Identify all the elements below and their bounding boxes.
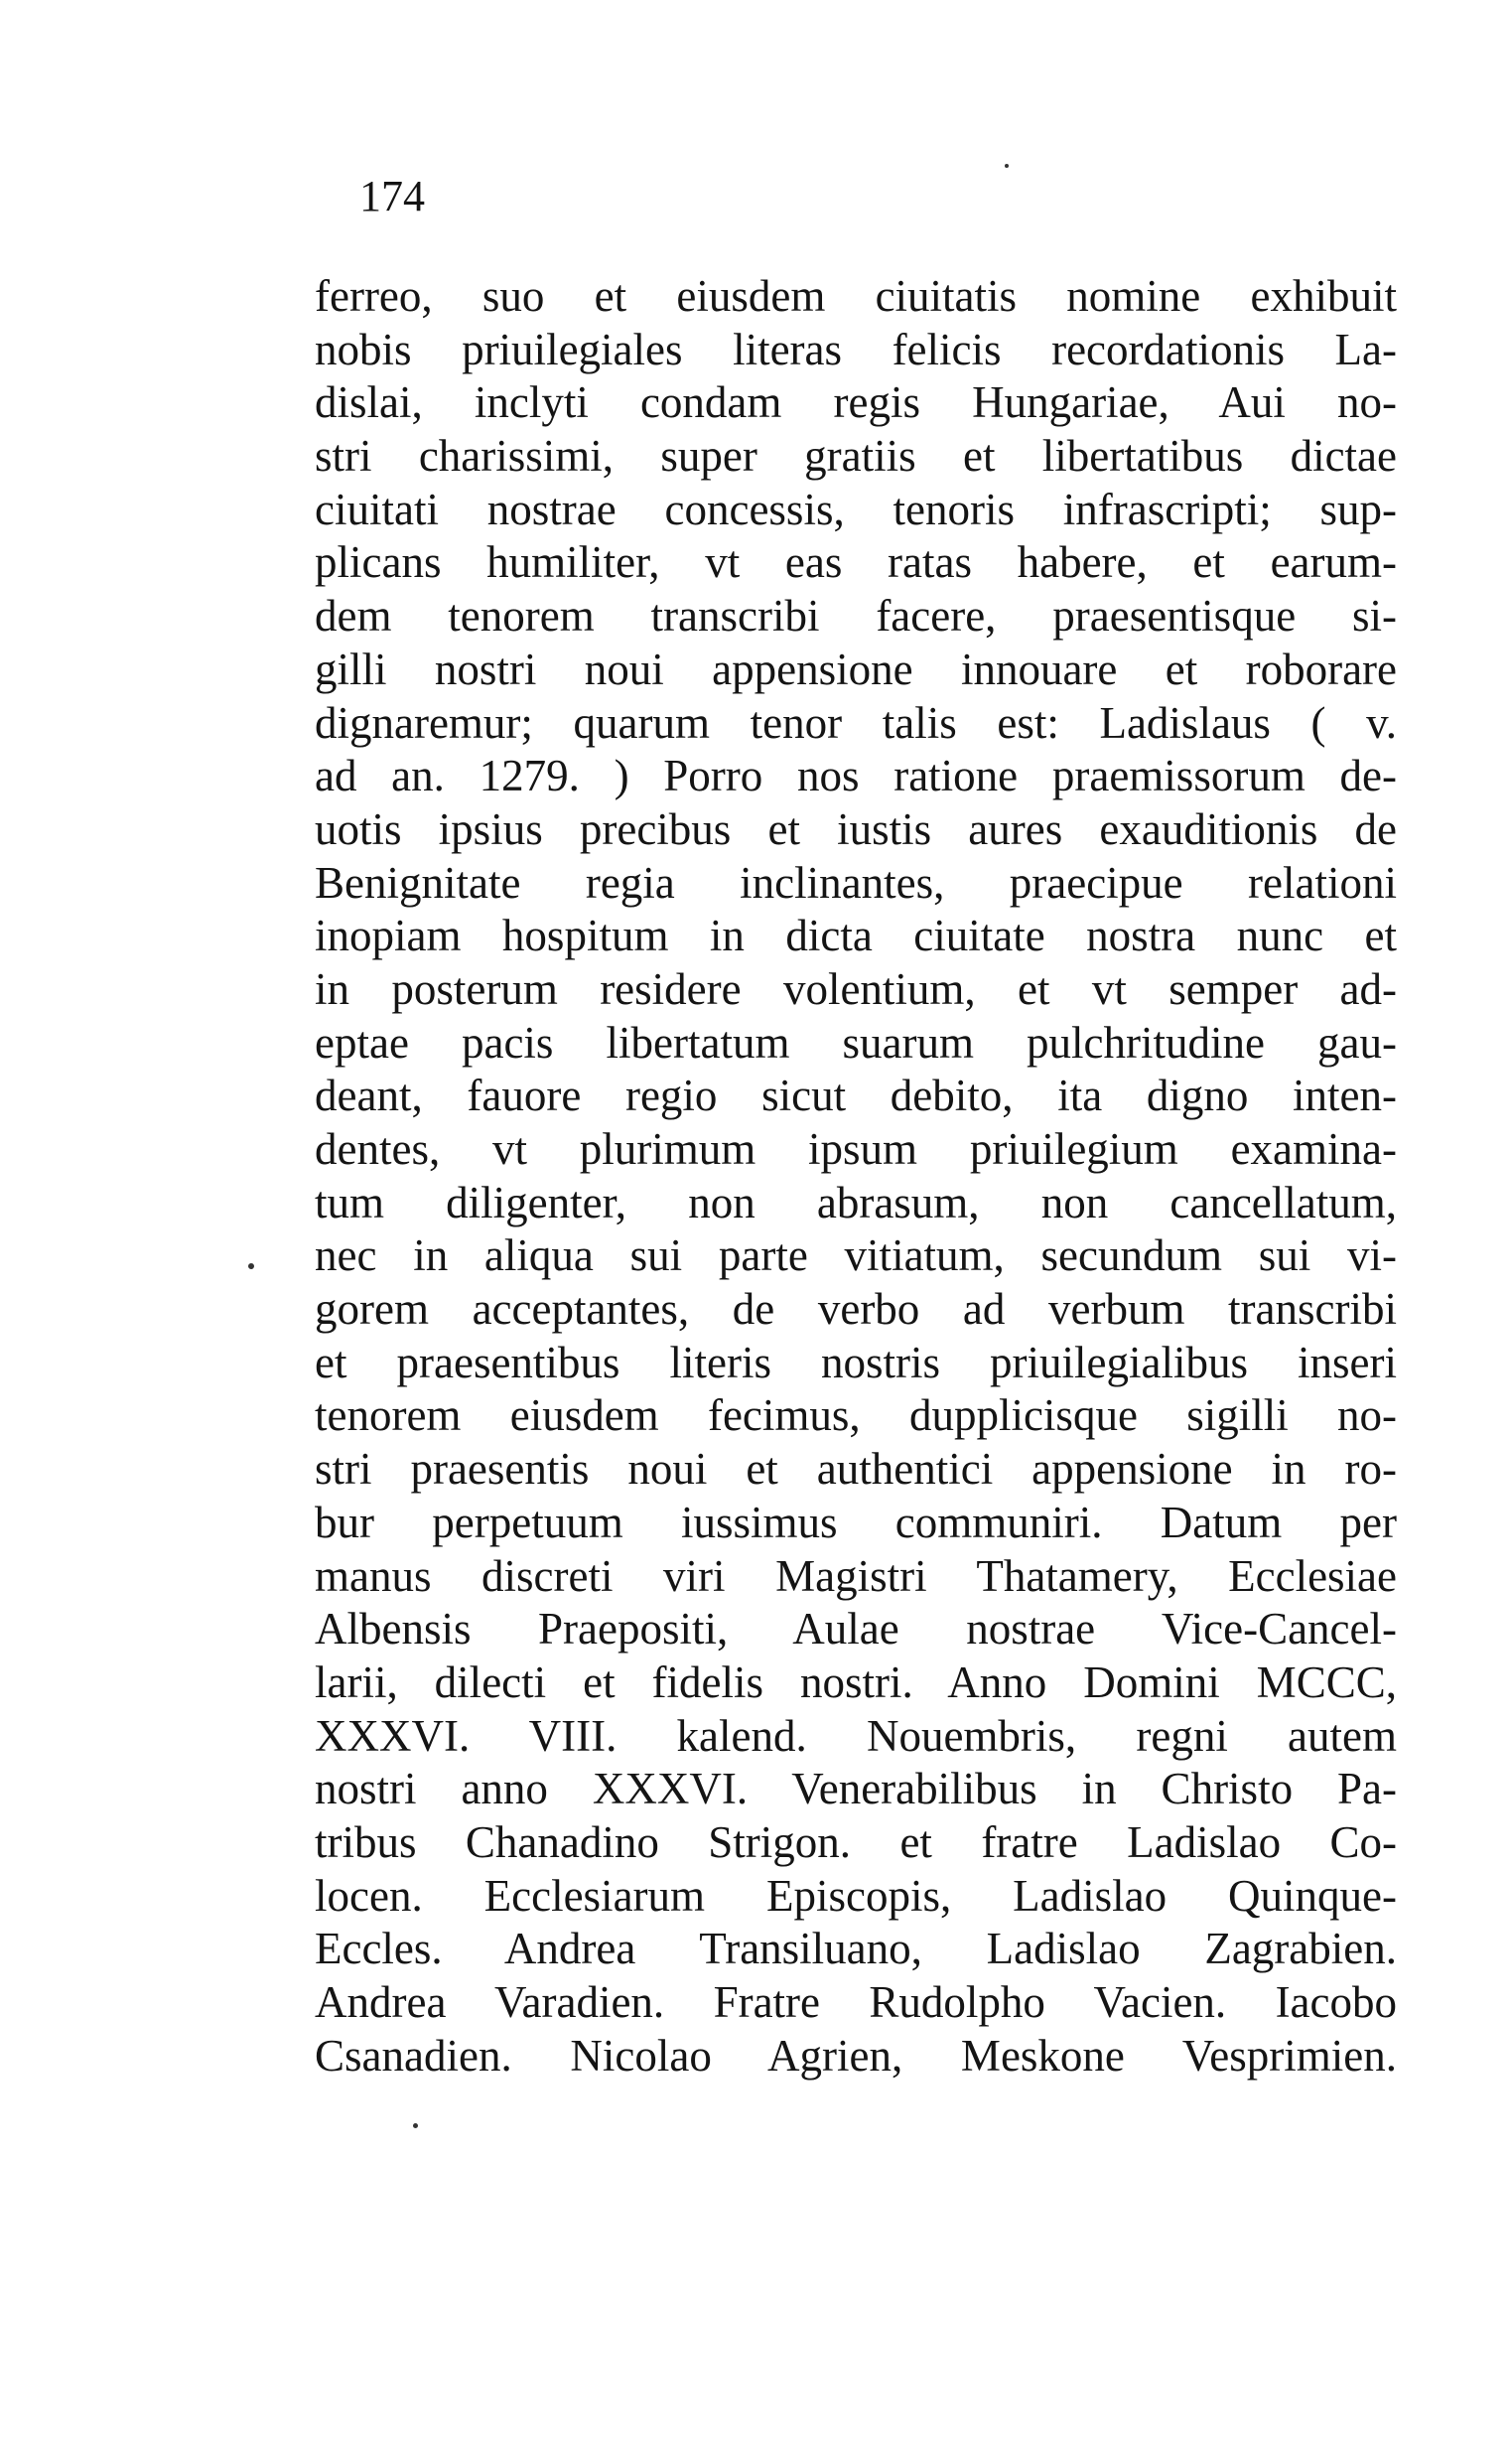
text-line: bur perpetuum iussimus communiri. Datum per [315, 1497, 1397, 1547]
text-line: Andrea Varadien. Fratre Rudolpho Vacien. Iacobo [315, 1977, 1397, 2027]
ink-speck [1005, 164, 1009, 168]
text-line: dislai, inclyti condam regis Hungariae, Aui no- [315, 377, 1397, 428]
text-line: ciuitati nostrae concessis, tenoris infrascripti; sup- [315, 484, 1397, 534]
text-line: manus discreti viri Magistri Thatamery, Ecclesiae [315, 1550, 1397, 1601]
text-line: nobis priuilegiales literas felicis recordationis La- [315, 324, 1397, 374]
text-line: ad an. 1279. ) Porro nos ratione praemissorum de- [315, 751, 1397, 801]
text-line: dem tenorem transcribi facere, praesentisque si- [315, 591, 1397, 642]
ink-speck [413, 2123, 418, 2128]
text-line: ferreo, suo et eiusdem ciuitatis nomine exhibuit [315, 271, 1397, 321]
text-line: dentes, vt plurimum ipsum priuilegium examina- [315, 1124, 1397, 1174]
page-number: 174 [359, 172, 425, 220]
text-line: inopiam hospitum in dicta ciuitate nostra nunc et [315, 911, 1397, 961]
text-line: larii, dilecti et fidelis nostri. Anno Domini MCCC, [315, 1656, 1397, 1707]
text-line: Eccles. Andrea Transiluano, Ladislao Zagrabien. [315, 1924, 1397, 1974]
text-line: stri praesentis noui et authentici appensione in ro- [315, 1444, 1397, 1495]
text-line: Benignitate regia inclinantes, praecipue relationi [315, 857, 1397, 908]
text-line: Csanadien. Nicolao Agrien, Meskone Vesprimien. [315, 2030, 1397, 2081]
text-line: tum diligenter, non abrasum, non cancellatum, [315, 1177, 1397, 1227]
text-line: locen. Ecclesiarum Episcopis, Ladislao Quinque- [315, 1870, 1397, 1921]
text-line: nostri anno XXXVI. Venerabilibus in Christo Pa- [315, 1764, 1397, 1814]
body-text [315, 270, 1397, 2083]
text-line: plicans humiliter, vt eas ratas habere, et earum- [315, 537, 1397, 588]
text-line: tribus Chanadino Strigon. et fratre Ladislao Co- [315, 1816, 1397, 1867]
text-line: gilli nostri noui appensione innouare et roborare [315, 644, 1397, 694]
text-line: gorem acceptantes, de verbo ad verbum transcribi [315, 1284, 1397, 1335]
text-line: Albensis Praepositi, Aulae nostrae Vice-Cancel- [315, 1604, 1397, 1655]
text-line: deant, fauore regio sicut debito, ita digno inten- [315, 1071, 1397, 1121]
text-line: XXXVI. VIII. kalend. Nouembris, regni autem [315, 1710, 1397, 1761]
text-line: eptae pacis libertatum suarum pulchritudine gau- [315, 1017, 1397, 1068]
text-line: in posterum residere volentium, et vt semper ad- [315, 963, 1397, 1014]
text-line: stri charissimi, super gratiis et libertatibus dictae [315, 431, 1397, 482]
text-line: et praesentibus literis nostris priuilegialibus inseri [315, 1337, 1397, 1387]
ink-speck [248, 1263, 254, 1269]
text-line: nec in aliqua sui parte vitiatum, secundum sui vi- [315, 1230, 1397, 1281]
text-line: tenorem eiusdem fecimus, dupplicisque sigilli no- [315, 1390, 1397, 1441]
text-line: uotis ipsius precibus et iustis aures exauditionis de [315, 803, 1397, 854]
text-line: dignaremur; quarum tenor talis est: Ladislaus ( v. [315, 697, 1397, 748]
